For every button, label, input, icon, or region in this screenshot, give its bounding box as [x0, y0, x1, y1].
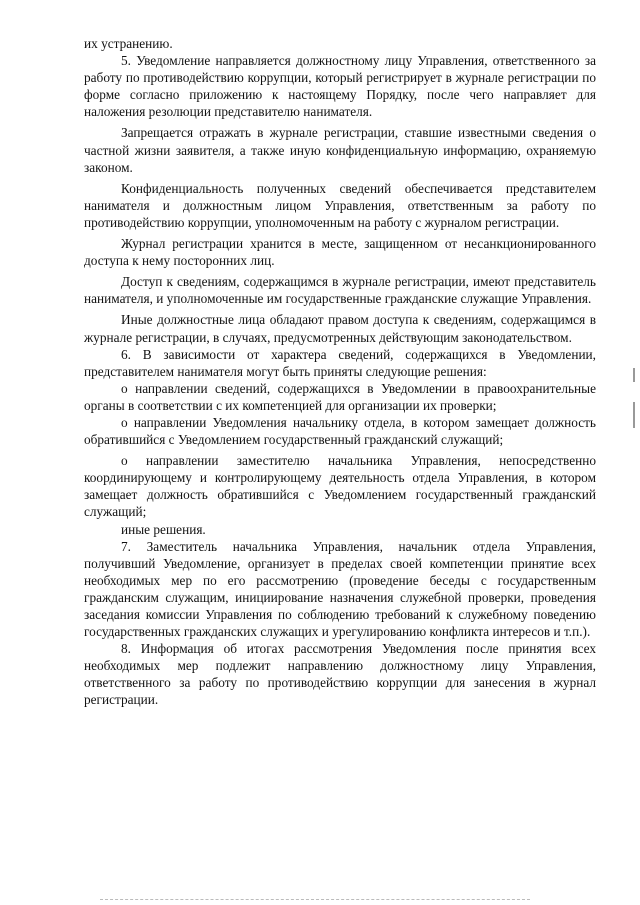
- document-body: [84, 35, 596, 709]
- paragraph: Журнал регистрации хранится в месте, защищенном от несанкционированного доступа к нему посторонних лиц.: [84, 236, 596, 269]
- paragraph: 5. Уведомление направляется должностному лицу Управления, ответственного за работу по противодействию коррупции, который регистрирует в журнале регистрации по форме согласно приложению к настоящему Порядку, после чего направляет для наложения резолюции представителю нанимателя.: [84, 53, 596, 120]
- paragraph: иные решения.: [121, 521, 206, 537]
- scan-edge-mark: [633, 402, 635, 428]
- paragraph: о направлении Уведомления начальнику отдела, в котором замещает должность обратившийся с Уведомлением государственный гражданский служащий;: [84, 414, 596, 448]
- paragraph: 7. Заместитель начальника Управления, начальник отдела Управления, получивший Уведомление, организует в пределах своей компетенции принятие всех необходимых мер по его рассмотрению (проведение беседы с государственным гражданским служащим, инициирование назначения служебной проверки, проведения заседания комиссии Управления по соблюдению требований к служебному поведению государственных гражданских служащих и урегулированию конфликта интересов и т.п.).: [84, 538, 596, 640]
- paragraph: о направлении заместителю начальника Управления, непосредственно координирующему и контролирующему деятельность отдела Управления, в котором замещает должность обратившийся с Уведомлением государственный гражданский служащий;: [84, 453, 596, 520]
- paragraph: их устранению.: [84, 36, 173, 51]
- paragraph: Иные должностные лица обладают правом доступа к сведениям, содержащимся в журнале регистрации, в случаях, предусмотренных действующим законодательством.: [84, 312, 596, 345]
- paragraph: 8. Информация об итогах рассмотрения Уведомления после принятия всех необходимых мер подлежит направлению должностному лицу Управления, ответственного за работу по противодействию коррупции для занесения в журнал регистрации.: [84, 641, 596, 708]
- paragraph: Запрещается отражать в журнале регистрации, ставшие известными сведения о частной жизни заявителя, а также иную конфиденциальную информацию, охраняемую законом.: [84, 125, 596, 175]
- paragraph: о направлении сведений, содержащихся в Уведомлении в правоохранительные органы в соответствии с их компетенцией для организации их проверки;: [84, 380, 596, 413]
- paragraph: Доступ к сведениям, содержащимся в журнале регистрации, имеют представитель нанимателя, и уполномоченные им государственные гражданские служащие Управления.: [84, 274, 596, 307]
- paragraph: Конфиденциальность полученных сведений обеспечивается представителем нанимателя и должностным лицом Управления, ответственным за работу по противодействию коррупции, уполномоченным на работу с журналом регистрации.: [84, 180, 596, 230]
- paragraph: 6. В зависимости от характера сведений, содержащихся в Уведомлении, представителем нанимателя могут быть приняты следующие решения:: [84, 346, 596, 379]
- scan-edge-mark: [633, 368, 635, 382]
- scan-bottom-artifact: [100, 899, 530, 901]
